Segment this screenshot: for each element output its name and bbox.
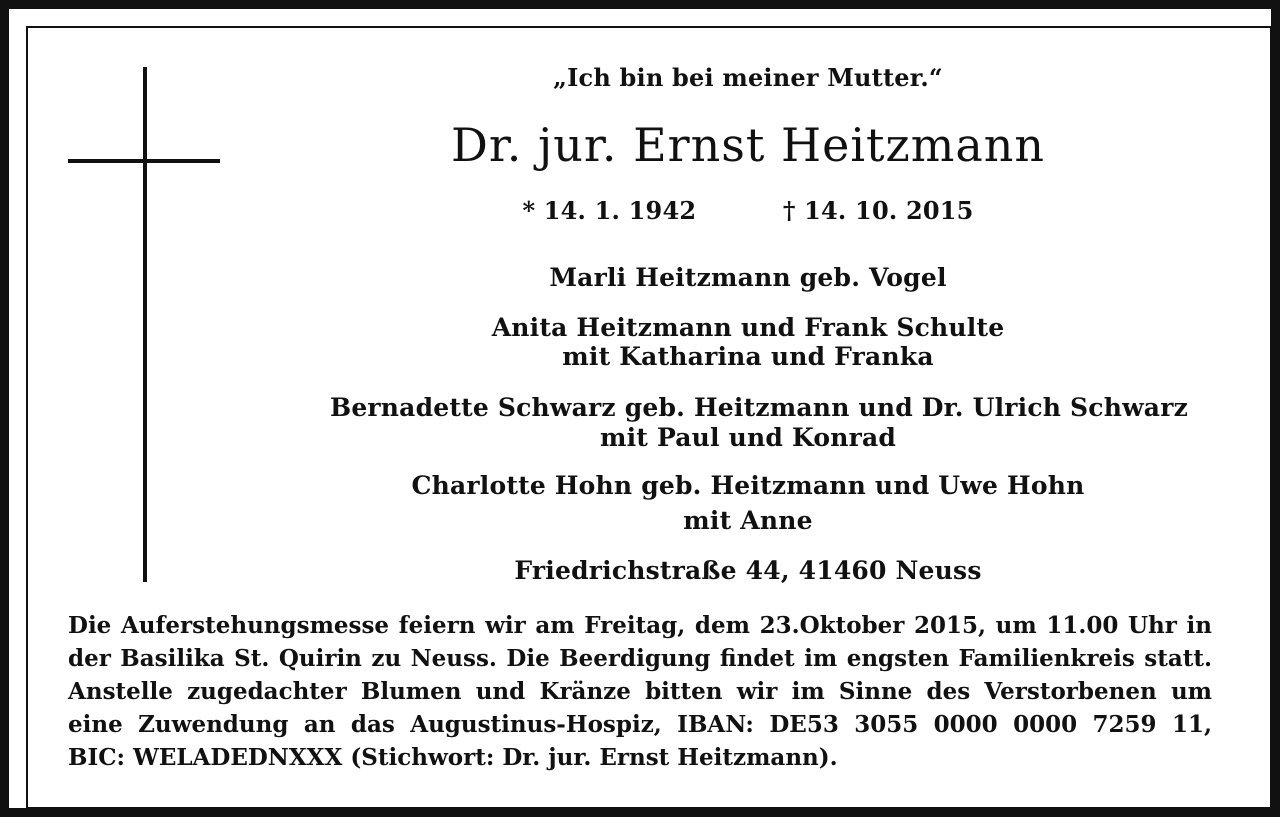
family-line: Anita Heitzmann und Frank Schulte: [491, 313, 1005, 342]
family-line: Charlotte Hohn geb. Heitzmann und Uwe Hohn: [411, 471, 1085, 500]
family-line: mit Paul und Konrad: [599, 423, 897, 452]
notice-line: der Basilika St. Quirin zu Neuss. Die Beerdigung findet im engsten Familienkreis statt.: [68, 645, 1212, 672]
death-date: † 14. 10. 2015: [782, 196, 974, 225]
notice-line: Anstelle zugedachter Blumen und Kränze bitten wir im Sinne des Verstorbenen um: [68, 678, 1212, 705]
funeral-notice: [68, 609, 1212, 774]
family-line: Marli Heitzmann geb. Vogel: [549, 263, 947, 292]
cross-icon-horizontal-bar: [68, 159, 220, 163]
cross-icon-vertical-bar: [143, 67, 147, 582]
epitaph-quote: „Ich bin bei meiner Mutter.“: [553, 63, 943, 92]
notice-line: BIC: WELADEDNXXX (Stichwort: Dr. jur. Ernst Heitzmann).: [68, 744, 838, 771]
family-line: mit Anne: [683, 506, 813, 535]
notice-line: Die Auferstehungsmesse feiern wir am Freitag, dem 23.Oktober 2015, um 11.00 Uhr in: [68, 612, 1212, 639]
family-line: mit Katharina und Franka: [562, 342, 934, 371]
notice-line: eine Zuwendung an das Augustinus-Hospiz, IBAN: DE53 3055 0000 0000 7259 11,: [68, 711, 1212, 738]
life-dates: [330, 196, 1166, 225]
family-line: Bernadette Schwarz geb. Heitzmann und Dr. Ulrich Schwarz: [330, 393, 1188, 422]
family-address: Friedrichstraße 44, 41460 Neuss: [514, 556, 982, 585]
birth-date: * 14. 1. 1942: [522, 196, 697, 225]
deceased-name: Dr. jur. Ernst Heitzmann: [450, 118, 1046, 172]
